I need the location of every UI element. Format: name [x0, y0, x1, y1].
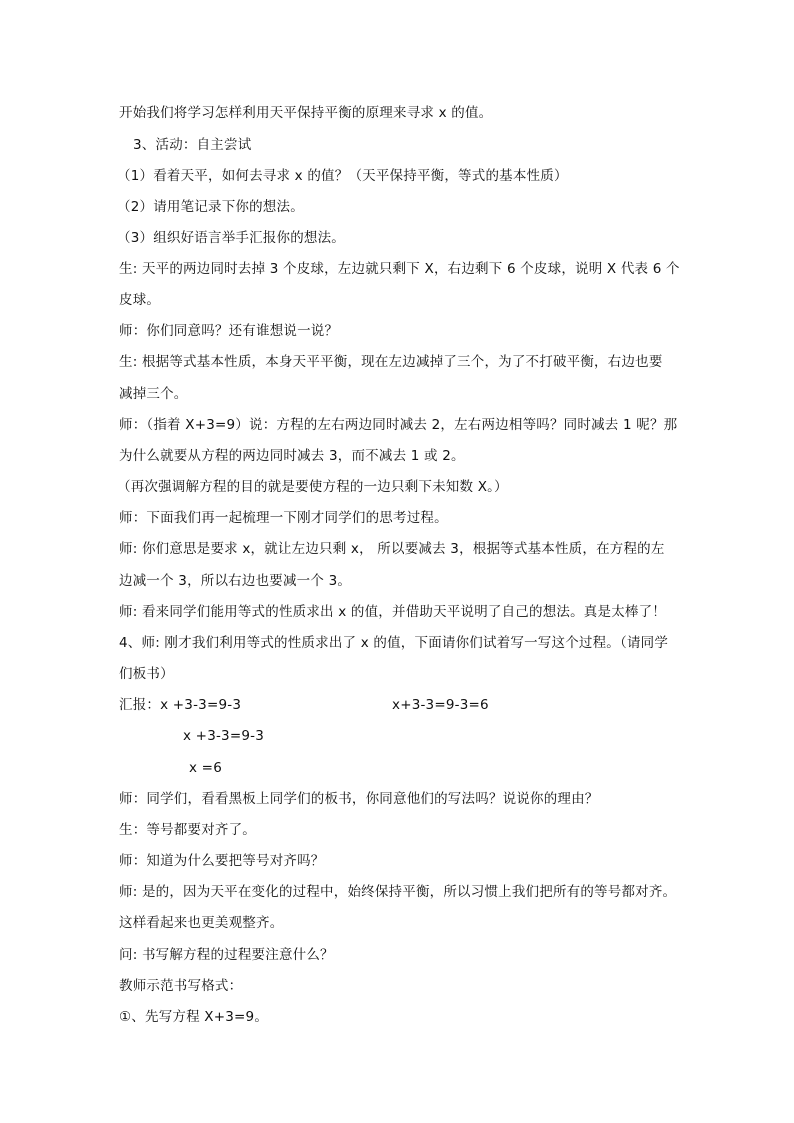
text-line: 问: 书写解方程的过程要注意什么？ [119, 947, 334, 963]
text-line: 生：等号都要对齐了。 [119, 822, 256, 838]
text-line: 皮球。 [119, 292, 161, 308]
text-line: 师：同学们，看看黑板上同学们的板书，你同意他们的写法吗？说说你的理由？ [119, 791, 599, 807]
text-line: 4、师: 刚才我们利用等式的性质求出了 x 的值，下面请你们试着写一写这个过程。（请同学 [119, 635, 669, 651]
equation-line: x+3-3=9-3=6 [392, 697, 489, 713]
text-line: 生: 根据等式基本性质，本身天平平衡，现在左边减掉了三个，为了不打破平衡，右边也要 [119, 354, 663, 370]
text-line: 师: 你们意思是要求 x，就让左边只剩 x， 所以要减去 3，根据等式基本性质，在方程的左 [119, 541, 665, 557]
text-line: 师：（指着 X+3=9）说：方程的左右两边同时减去 2，左右两边相等吗？同时减去 1 呢？那 [119, 417, 678, 433]
text-line: 这样看起来也更美观整齐。 [119, 915, 284, 931]
text-line: 减掉三个。 [119, 386, 188, 402]
text-line: 生: 天平的两边同时去掉 3 个皮球，左边就只剩下 X，右边剩下 6 个皮球，说明 X 代表 6 个 [119, 261, 680, 277]
equation-line: 汇报：x +3-3=9-3 [119, 697, 242, 713]
text-line: 师：你们同意吗？还有谁想说一说？ [119, 323, 339, 339]
text-line: 们板书） [119, 666, 174, 682]
text-line: 师：下面我们再一起梳理一下刚才同学们的思考过程。 [119, 510, 448, 526]
text-line: 教师示范书写格式： [119, 978, 243, 994]
text-line: ①、先写方程 X+3=9。 [119, 1009, 269, 1025]
text-line: （再次强调解方程的目的就是要使方程的一边只剩下未知数 X。） [117, 479, 508, 495]
section-heading: 3、活动：自主尝试 [133, 137, 252, 153]
text-line: 师: 是的，因为天平在变化的过程中，始终保持平衡，所以习惯上我们把所有的等号都对齐。 [119, 884, 677, 900]
text-line: 师: 看来同学们能用等式的性质求出 x 的值，并借助天平说明了自己的想法。真是太棒了！ [119, 604, 667, 620]
equation-line: x =6 [189, 760, 222, 776]
text-line: （1）看着天平，如何去寻求 x 的值？（天平保持平衡，等式的基本性质） [117, 168, 568, 184]
text-line: 开始我们将学习怎样利用天平保持平衡的原理来寻求 x 的值。 [119, 105, 493, 121]
text-line: （2）请用笔记录下你的想法。 [117, 199, 304, 215]
text-line: （3）组织好语言举手汇报你的想法。 [117, 230, 345, 246]
text-line: 师：知道为什么要把等号对齐吗？ [119, 853, 325, 869]
text-line: 为什么就要从方程的两边同时减去 3，而不减去 1 或 2。 [119, 448, 465, 464]
text-line: 边减一个 3，所以右边也要减一个 3。 [119, 573, 352, 589]
equation-line: x +3-3=9-3 [183, 728, 265, 744]
